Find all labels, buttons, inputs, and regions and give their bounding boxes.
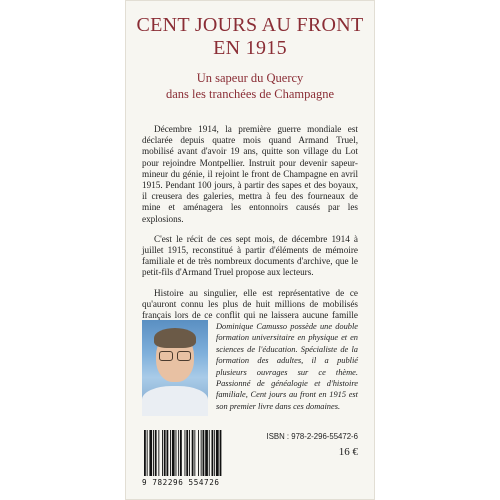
barcode-icon: [142, 430, 246, 476]
author-photo-glasses: [159, 351, 191, 360]
blurb-paragraph-2: C'est le récit de ces sept mois, de décembre 1914 à juillet 1915, reconstitué à partir d'éléments de mémoire familiale et de très nombreux documents d'archive, que le petit-fils d'Armand Truel propose aux lecteurs.: [142, 233, 358, 278]
author-photo-shirt: [142, 386, 208, 416]
author-photo: [142, 320, 208, 416]
blurb-paragraph-3: Histoire au singulier, elle est représentative de ce qu'auront connu les plus de huit millions de mobilisés français lors de ce conflit qui ne laissera aucune famille: [142, 287, 358, 321]
barcode-digits: 9 782296 554726: [142, 478, 220, 487]
author-bio: Dominique Camusso possède une double formation universitaire en physique et en sciences de l'éducation. Spécialiste de la formation des adultes, il a publié plusieurs ouvrages sur ce thème. Passionné de généalogie et d'histoire familiale, Cent jours au front en 1915 est son premier livre dans ces domaines.: [216, 322, 358, 411]
book-title: [125, 14, 375, 60]
book-subtitle: [125, 70, 375, 102]
blurb: [142, 124, 358, 341]
back-cover: [125, 0, 375, 500]
book-title-line-2: EN 1915: [213, 37, 287, 59]
barcode-area: [142, 430, 358, 492]
price-label: 16 €: [338, 446, 358, 458]
author-photo-hair: [154, 328, 196, 348]
author-section: [142, 320, 358, 416]
book-subtitle-line-1: Un sapeur du Quercy: [196, 71, 304, 85]
blurb-paragraph-1: Décembre 1914, la première guerre mondiale est déclarée depuis quatre mois quand Armand Truel, mobilisé avant d'avoir 19 ans, quitte son village du Lot pour rejoindre Montpellier. Instruit pour devenir sapeur-mineur du génie, il rejoint le front de Champagne en avril 1915. Pendant 100 jours, à partir des sapes et des boyaux, il creusera des galeries, mettra à feu des fourneaux de mine et aménagera les entonnoirs causés par les explosions.: [142, 124, 358, 224]
book-subtitle-line-2: dans les tranchées de Champagne: [166, 87, 334, 101]
book-title-line-1: CENT JOURS AU FRONT: [136, 14, 364, 36]
isbn-label: ISBN : 978-2-296-55472-6: [266, 432, 358, 441]
